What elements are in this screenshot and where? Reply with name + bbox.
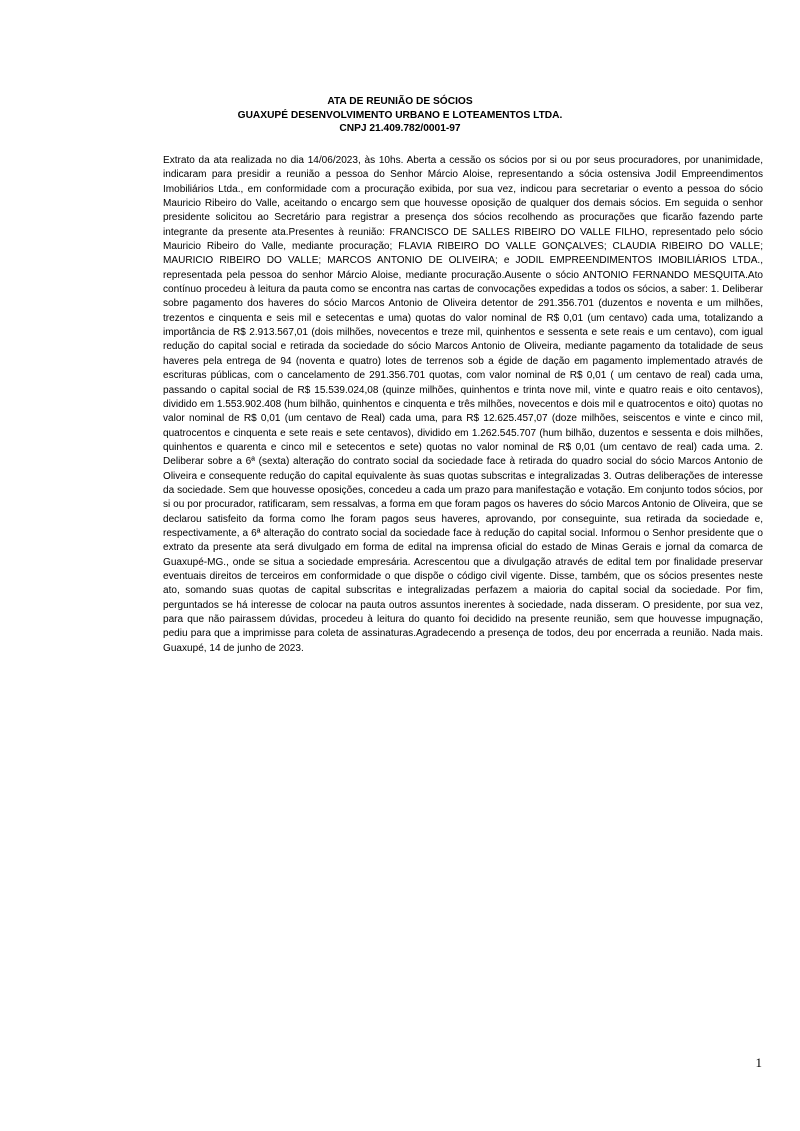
minutes-extract-paragraph: Extrato da ata realizada no dia 14/06/2023, às 10hs. Aberta a cessão os sócios por si ou por seus procuradores, por unanimidade, indicaram para presidir a reunião a pessoa do Senhor Márcio Aloise, representando a sócia ostensiva Jodil Empreendimentos Imobiliários Ltda., em conformidade com a procuração exibida, por sua vez, indicou para secretariar o evento a pessoa do sócio Mauricio Ribeiro do Valle, aceitando o encargo sem que houvesse oposição de qualquer dos demais sócios. Em seguida o senhor presidente solicitou ao Secretário para registrar a presença dos sócios recolhendo as procurações que ficarão fazendo parte integrante da presente ata.Presentes à reunião: FRANCISCO DE SALLES RIBEIRO DO VALLE FILHO, representado pelo sócio Mauricio Ribeiro do Valle, mediante procuração; FLAVIA RIBEIRO DO VALLE GONÇALVES; CLAUDIA RIBEIRO DO VALLE; MAURICIO RIBEIRO DO VALLE; MARCOS ANTONIO DE OLIVEIRA; e JODIL EMPREENDIMENTOS IMOBILIÁRIOS LTDA., representada pela pessoa do senhor Márcio Aloise, mediante procuração.Ausente o sócio ANTONIO FERNANDO MESQUITA.Ato contínuo procedeu à leitura da pauta como se encontra nas cartas de convocações expedidas a todos os sócios, a saber: 1. Deliberar sobre pagamento dos haveres do sócio Marcos Antonio de Oliveira detentor de 291.356.701 (duzentos e noventa e um milhões, trezentos e cinquenta e seis mil e setecentas e uma) quotas do valor nominal de R$ 0,01 (um centavo) cada uma, totalizando a importância de R$ 2.913.567,01 (dois milhões, novecentos e treze mil, quinhentos e sessenta e sete reais e um centavo), com igual redução do capital social e retirada da sociedade do sócio Marcos Antonio de Oliveira, mediante pagamento da totalidade de seus haveres pela entrega de 94 (noventa e quatro) lotes de terrenos sob a égide de dação em pagamento implementado através de escrituras públicas, com o cancelamento de 291.356.701 quotas, com valor nominal de R$ 0,01 ( um centavo de real) cada uma, passando o capital social de R$ 15.539.024,08 (quinze milhões, quinhentos e trinta nove mil, vinte e quatro reais e oito centavos), dividido em 1.553.902.408 (hum bilhão, quinhentos e cinquenta e três milhões, novecentos e dois mil e quatrocentos e oito) quotas no valor nominal de R$ 0,01 (um centavo de Real) cada uma, para R$ 12.625.457,07 (doze milhões, seiscentos e vinte e cinco mil, quatrocentos e cinquenta e sete reais e sete centavos), dividido em 1.262.545.707 (hum bilhão, duzentos e sessenta e dois milhões, quinhentos e quarenta e cinco mil e setecentos e sete) quotas no valor nominal de R$ 0,01 (um centavo de real) cada uma. 2. Deliberar sobre a 6ª (sexta) alteração do contrato social da sociedade face à retirada do quadro social do sócio Marcos Antonio de Oliveira e consequente redução do capital equivalente às suas quotas subscritas e integralizadas 3. Outras deliberações de interesse da sociedade. Sem que houvesse oposições, concedeu a cada um prazo para manifestação e votação. Em conjunto todos sócios, por si ou por procurador, ratificaram, sem ressalvas, a forma em que foram pagos os haveres do sócio Marcos Antonio de Oliveira, que se declarou satisfeito da forma como lhe foram pagos seus haveres, aprovando, por conseguinte, sua retirada da sociedade e, respectivamente, a 6ª alteração do contrato social da sociedade face à redução do capital social. Informou o Senhor presidente que o extrato da presente ata será divulgado em forma de edital na imprensa oficial do estado de Minas Gerais e jornal da comarca de Guaxupé-MG., onde se situa a sociedade empresária. Acrescentou que a divulgação através de edital tem por finalidade preservar eventuais direitos de terceiros em conformidade o que dispõe o código civil vigente. Disse, também, que os sócios presentes neste ato, somando suas quotas de capital subscritas e integralizadas perfazem a maioria do capital social da sociedade. Por fim, perguntados se há interesse de colocar na pauta outros assuntos inerentes à sociedade, nada disseram. O presidente, por sua vez, para que não pairassem dúvidas, procedeu à leitura do quanto foi decidido na presente reunião, sem que houvesse impugnação, pediu para que a imprimisse para coleta de assinaturas.Agradecendo a presença de todos, deu por encerrada a reunião. Nada mais. Guaxupé, 14 de junho de 2023. [163,155,763,654]
document-title: ATA DE REUNIÃO DE SÓCIOS [327,96,473,107]
company-name: GUAXUPÉ DESENVOLVIMENTO URBANO E LOTEAMENTOS LTDA. [237,109,563,121]
page-number: 1 [755,1055,762,1070]
company-cnpj: CNPJ 21.409.782/0001-97 [339,123,461,134]
document-header [0,95,800,136]
